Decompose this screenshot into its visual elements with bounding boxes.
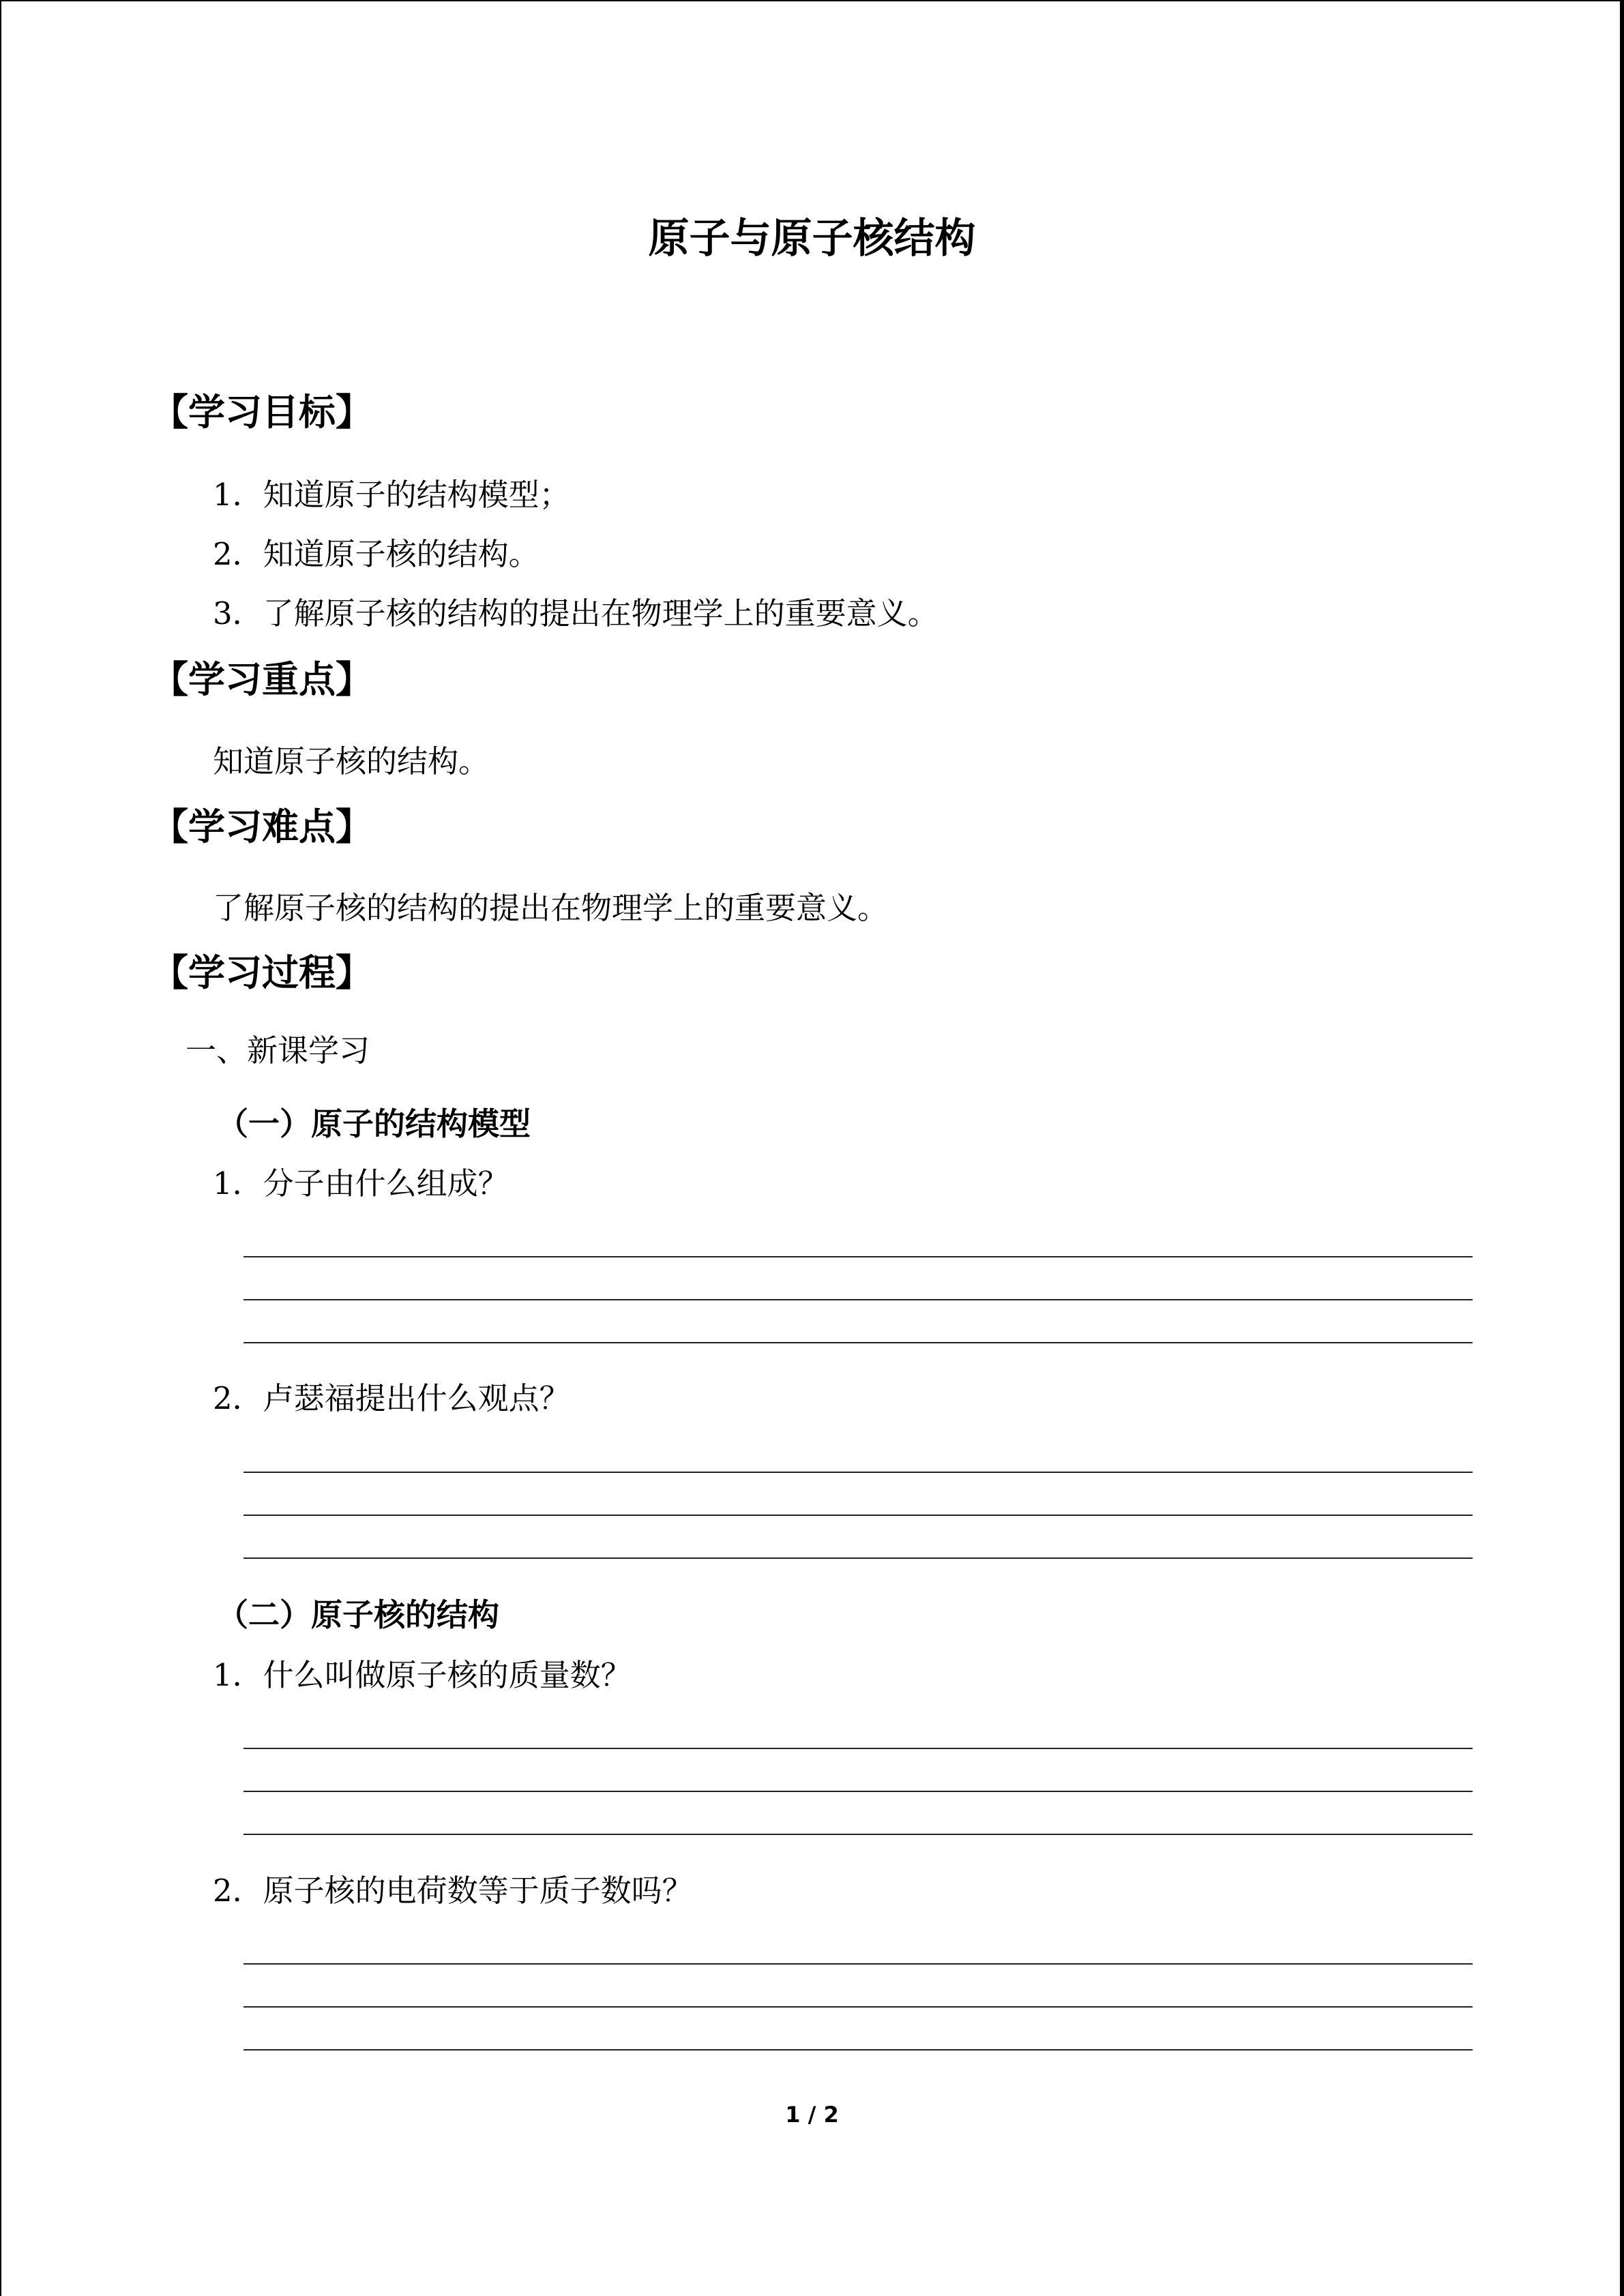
answer-line — [243, 1472, 1473, 1473]
answer-line — [243, 1256, 1473, 1257]
objective-item: 3．了解原子核的结构的提出在物理学上的重要意义。 — [213, 595, 939, 631]
section-heading-process: 【学习过程】 — [151, 951, 372, 994]
question: 2．原子核的电荷数等于质子数吗？ — [213, 1873, 693, 1909]
answer-line — [243, 2049, 1473, 2051]
question: 1．分子由什么组成？ — [213, 1165, 509, 1202]
section-heading-difficulties: 【学习难点】 — [151, 805, 372, 848]
objective-item: 1．知道原子的结构模型； — [213, 477, 570, 513]
page-border-top — [0, 0, 1624, 1]
page-border-right — [1620, 0, 1624, 2296]
answer-line — [243, 1342, 1473, 1343]
answer-line — [243, 1834, 1473, 1835]
subsection-heading-atom-model: （一）原子的结构模型 — [217, 1105, 531, 1142]
subsection-heading-nucleus-structure: （二）原子核的结构 — [217, 1596, 499, 1633]
difficulties-text: 了解原子核的结构的提出在物理学上的重要意义。 — [213, 890, 889, 926]
page-border-left — [0, 0, 1, 2296]
answer-line — [243, 2006, 1473, 2008]
section-heading-key-points: 【学习重点】 — [151, 658, 372, 701]
answer-line — [243, 1791, 1473, 1792]
section-heading-objectives: 【学习目标】 — [151, 391, 372, 434]
answer-line — [243, 1963, 1473, 1965]
key-points-text: 知道原子核的结构。 — [213, 743, 490, 779]
objective-item: 2．知道原子核的结构。 — [213, 536, 540, 572]
answer-line — [243, 1557, 1473, 1559]
answer-line — [243, 1515, 1473, 1516]
question: 2．卢瑟福提出什么观点？ — [213, 1380, 570, 1416]
page-number: 1 / 2 — [785, 2102, 839, 2128]
question: 1．什么叫做原子核的质量数？ — [213, 1657, 632, 1693]
answer-line — [243, 1748, 1473, 1749]
process-part-title: 一、新课学习 — [186, 1032, 370, 1069]
answer-line — [243, 1299, 1473, 1300]
page-title: 原子与原子核结构 — [648, 215, 976, 263]
